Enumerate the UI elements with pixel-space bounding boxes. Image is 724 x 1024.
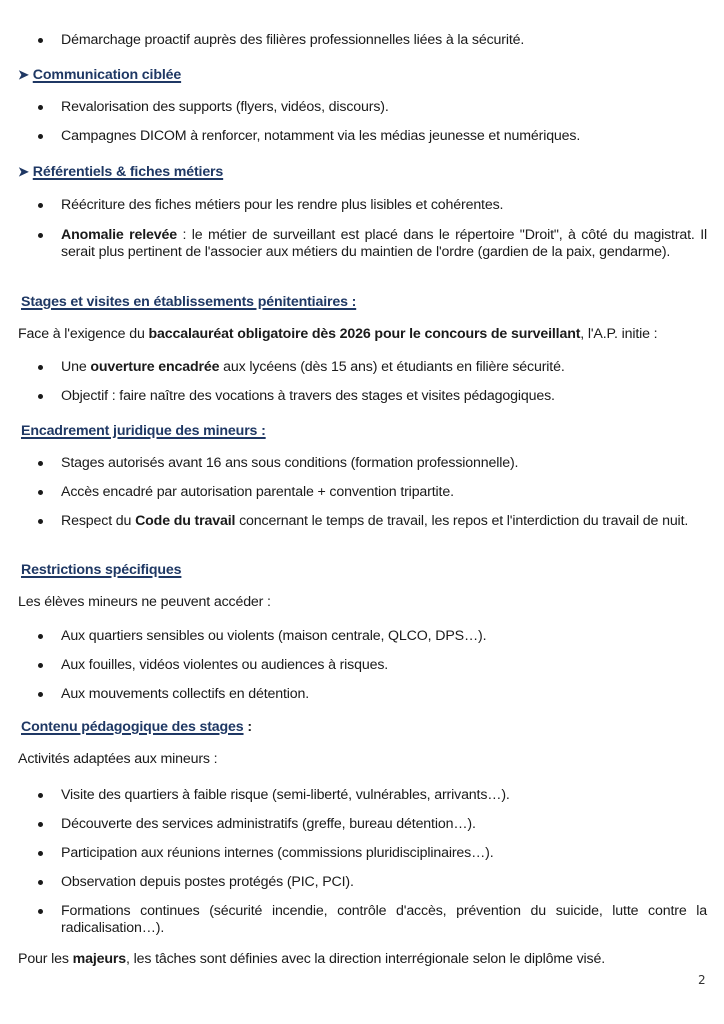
bullet-icon <box>38 634 43 639</box>
arrow-right-icon: ➤ <box>18 67 29 82</box>
bullet-icon <box>38 203 43 208</box>
section-heading-communication: ➤ Communication ciblée <box>18 67 182 83</box>
bullet-icon <box>38 233 43 238</box>
list-item: Accès encadré par autorisation parentale + convention tripartite. <box>61 484 454 500</box>
bullet-icon <box>38 663 43 668</box>
section-heading-referentiels: ➤ Référentiels & fiches métiers <box>18 164 224 180</box>
bullet-icon <box>38 105 43 110</box>
paragraph-majeurs: Pour les majeurs, les tâches sont définies avec la direction interrégionale selon le diplôme visé. <box>18 951 606 967</box>
list-item: Découverte des services administratifs (greffe, bureau détention…). <box>61 816 476 832</box>
paragraph-contenu-intro: Activités adaptées aux mineurs : <box>18 751 218 767</box>
bullet-icon <box>38 461 43 466</box>
page-number: 2 <box>698 973 706 987</box>
bullet-icon <box>38 909 43 914</box>
bullet-icon <box>38 793 43 798</box>
bullet-icon <box>38 880 43 885</box>
section-heading-stages: Stages et visites en établissements pénitentiaires : <box>21 294 357 310</box>
list-item: Formations continues (sécurité incendie, contrôle d'accès, prévention du suicide, lutte contre la radicalisation…). <box>61 903 707 936</box>
list-item: Stages autorisés avant 16 ans sous conditions (formation professionnelle). <box>61 455 519 471</box>
section-heading-contenu: Contenu pédagogique des stages : <box>21 719 252 735</box>
list-item-anomalie: Anomalie relevée : le métier de surveillant est placé dans le répertoire "Droit", à côté du magistrat. Il serait plus pertinent de l'associer aux métiers du maintien de l'ordre (gardien de la paix, gendarme). <box>61 227 707 260</box>
section-heading-restrictions: Restrictions spécifiques <box>21 562 182 578</box>
list-item: Une ouverture encadrée aux lycéens (dès 15 ans) et étudiants en filière sécurité. <box>61 359 565 375</box>
list-item: Visite des quartiers à faible risque (semi-liberté, vulnérables, arrivants…). <box>61 787 510 803</box>
list-item: Démarchage proactif auprès des filières professionnelles liées à la sécurité. <box>61 32 525 48</box>
paragraph-stages-intro: Face à l'exigence du baccalauréat obligatoire dès 2026 pour le concours de surveillant, l'A.P. initie : <box>18 326 658 342</box>
arrow-right-icon: ➤ <box>18 164 29 179</box>
list-item: Participation aux réunions internes (commissions pluridisciplinaires…). <box>61 845 494 861</box>
bullet-icon <box>38 851 43 856</box>
bullet-icon <box>38 822 43 827</box>
bullet-icon <box>38 365 43 370</box>
list-item: Objectif : faire naître des vocations à travers des stages et visites pédagogiques. <box>61 388 555 404</box>
list-item: Aux fouilles, vidéos violentes ou audiences à risques. <box>61 657 389 673</box>
bullet-icon <box>38 394 43 399</box>
list-item: Réécriture des fiches métiers pour les rendre plus lisibles et cohérentes. <box>61 197 504 213</box>
bullet-icon <box>38 134 43 139</box>
bullet-icon <box>38 38 43 43</box>
bullet-icon <box>38 490 43 495</box>
list-item: Aux mouvements collectifs en détention. <box>61 686 310 702</box>
list-item: Campagnes DICOM à renforcer, notamment via les médias jeunesse et numériques. <box>61 128 581 144</box>
list-item: Observation depuis postes protégés (PIC, PCI). <box>61 874 354 890</box>
section-heading-encadrement: Encadrement juridique des mineurs : <box>21 423 266 439</box>
paragraph-restrictions-intro: Les élèves mineurs ne peuvent accéder : <box>18 594 271 610</box>
list-item: Respect du Code du travail concernant le temps de travail, les repos et l'interdiction du travail de nuit. <box>61 513 689 529</box>
list-item: Aux quartiers sensibles ou violents (maison centrale, QLCO, DPS…). <box>61 628 487 644</box>
list-item: Revalorisation des supports (flyers, vidéos, discours). <box>61 99 389 115</box>
bullet-icon <box>38 519 43 524</box>
bullet-icon <box>38 692 43 697</box>
